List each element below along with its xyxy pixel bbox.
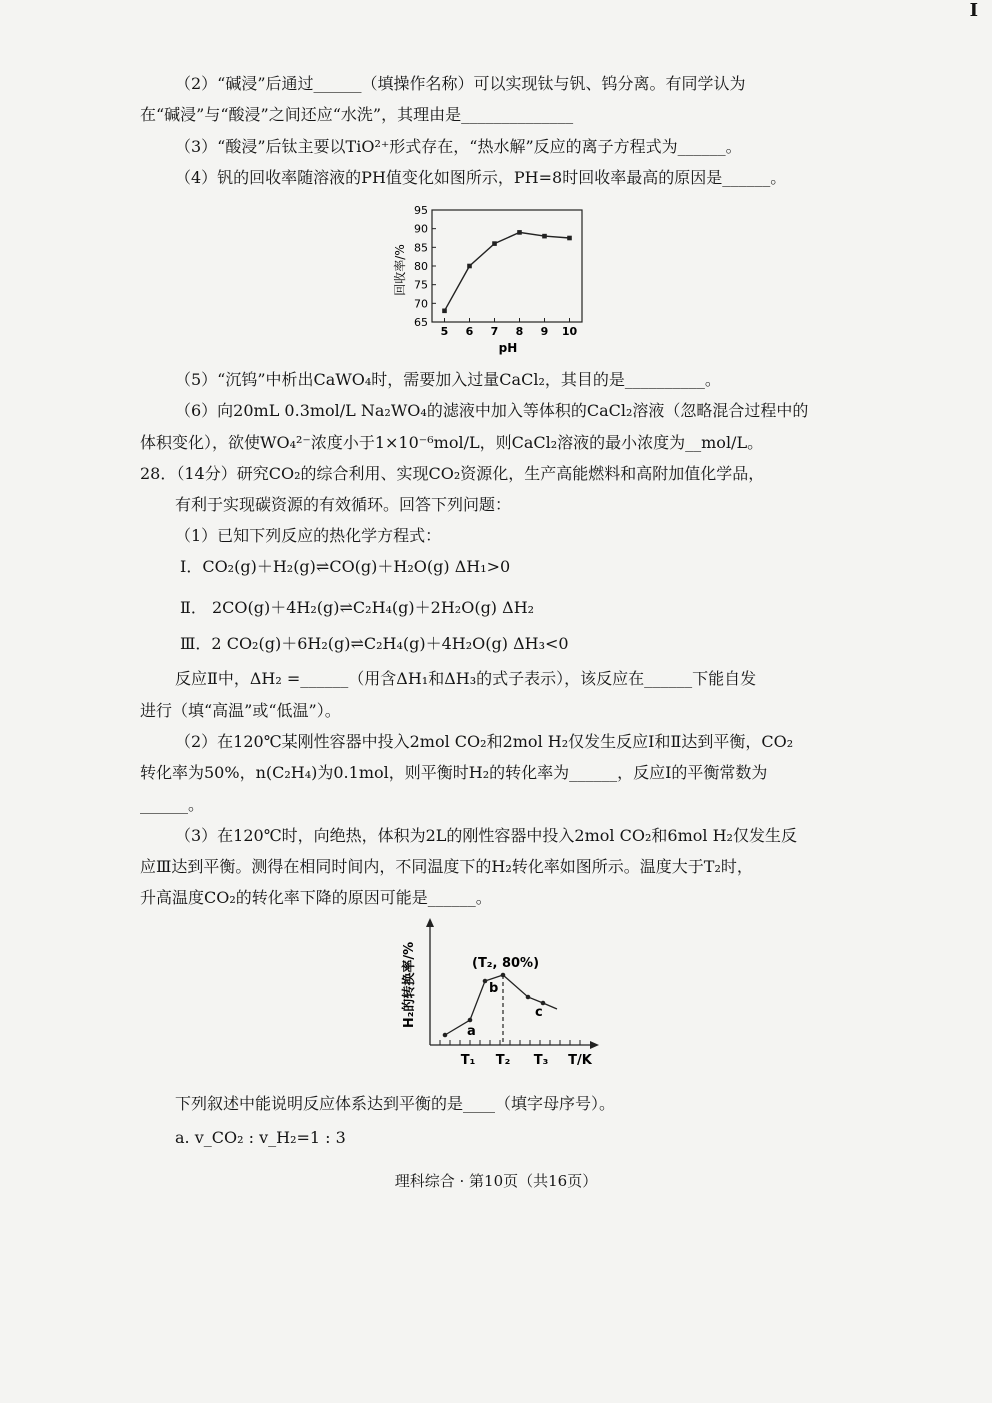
chart2-point-c-left: [526, 995, 531, 1000]
chart1-xtick-label-4: 9: [540, 325, 549, 338]
option-a: a. v_CO₂ : v_H₂=1 : 3: [175, 1128, 346, 1147]
chart2-label-c: c: [535, 1005, 543, 1020]
chart2-ylabel: H₂的转换率/%: [402, 941, 417, 1029]
chart1-ytick-label-6: 95: [414, 204, 428, 217]
chart2-point-start: [443, 1033, 448, 1038]
q28-2-line-3: ______。: [140, 795, 205, 814]
chart2-tick-label-T3: T₃: [533, 1053, 549, 1068]
q28-3-line-2: 应Ⅲ达到平衡。测得在相同时间内，不同温度下的H₂转化率如图所示。温度大于T₂时，: [140, 857, 753, 876]
chart1-xtick-label-2: 7: [490, 325, 499, 338]
chart1-ytick-label-5: 90: [414, 222, 428, 236]
chart1-point-5: [567, 236, 572, 241]
page-footer: 理科综合 · 第10页（共16页）: [394, 1172, 598, 1190]
chart2-label-a: a: [467, 1024, 476, 1039]
chart1-point-3: [517, 230, 522, 235]
h2-conversion-chart: [395, 915, 610, 1073]
recovery-ph-chart: [390, 200, 600, 365]
chart1-point-0: [442, 309, 447, 314]
q28-2-line-1: （2）在120℃某刚性容器中投入2mol CO₂和2mol H₂仅发生反应Ⅰ和Ⅱ达到平衡，CO₂: [175, 732, 794, 751]
page-marker: I: [969, 0, 978, 21]
chart2-point-peak: [501, 973, 506, 978]
chart1-xlabel: pH: [498, 341, 518, 355]
q28-line-1: 28．（14分）研究CO₂的综合利用、实现CO₂资源化，生产高能燃料和高附加值化学品，: [140, 464, 765, 483]
chart1-series-line: [445, 232, 570, 310]
reaction-1: Ⅰ．CO₂(g)＋H₂(g)⇌CO(g)＋H₂O(g) ΔH₁>0: [180, 557, 511, 576]
q28-1-answer-2: 进行（填“高温”或“低温”）。: [140, 701, 341, 720]
reaction-3: Ⅲ．2 CO₂(g)＋6H₂(g)⇌C₂H₄(g)＋4H₂O(g) ΔH₃<0: [180, 634, 569, 653]
q3-line: （3）“酸浸”后钛主要以TiO²⁺形式存在，“热水解”反应的离子方程式为______。: [175, 137, 742, 156]
chart1-xtick-label-3: 8: [515, 325, 524, 338]
q28-line-2: 有利于实现碳资源的有效循环。回答下列问题：: [175, 495, 512, 514]
q4-line: （4）钒的回收率随溶液的PH值变化如图所示，PH=8时回收率最高的原因是______。: [175, 168, 787, 187]
chart1-frame: [432, 210, 582, 322]
chart1-ytick-label-1: 70: [414, 297, 428, 311]
q28-1-line: （1）已知下列反应的热化学方程式：: [175, 526, 442, 545]
chart1-ytick-label-0: 65: [414, 316, 428, 329]
chart2-tick-label-T1: T₁: [460, 1053, 476, 1068]
chart2-xlabel: T/K: [568, 1053, 592, 1068]
chart2-annotation: (T₂, 80%): [472, 956, 540, 971]
chart2-point-a: [468, 1018, 473, 1023]
chart1-point-4: [542, 234, 547, 239]
q28-2-line-2: 转化率为50%，n(C₂H₄)为0.1mol，则平衡时H₂的转化率为______，反应Ⅰ的平衡常数为: [140, 763, 768, 782]
chart1-ytick-label-3: 80: [414, 260, 428, 273]
q2-line-2: 在“碱浸”与“酸浸”之间还应“水洗”，其理由是______________: [140, 105, 574, 124]
chart1-xtick-label-5: 10: [561, 325, 578, 338]
chart2-label-b: b: [489, 981, 499, 996]
reaction-2: Ⅱ． 2CO(g)＋4H₂(g)⇌C₂H₄(g)＋2H₂O(g) ΔH₂: [180, 598, 535, 617]
q28-3-line-4: 下列叙述中能说明反应体系达到平衡的是____（填字母序号）。: [175, 1094, 616, 1113]
chart1-xtick-label-0: 5: [440, 325, 449, 338]
chart2-x-arrow: [590, 1041, 599, 1049]
q28-3-line-1: （3）在120℃时，向绝热，体积为2L的刚性容器中投入2mol CO₂和6mol H₂仅发生反: [175, 826, 797, 845]
q28-1-answer-1: 反应Ⅱ中，ΔH₂ =______（用含ΔH₁和ΔH₃的式子表示），该反应在______下能自发: [175, 669, 757, 688]
chart2-tick-label-T2: T₂: [495, 1053, 511, 1068]
chart2-y-arrow: [426, 918, 434, 927]
chart1-point-1: [467, 264, 472, 269]
chart1-ylabel: 回收率/%: [393, 244, 407, 296]
chart1-xtick-label-1: 6: [465, 325, 474, 338]
chart1-ytick-label-2: 75: [414, 278, 428, 292]
q2-line-1: （2）“碱浸”后通过______（填操作名称）可以实现钛与钒、钨分离。有同学认为: [175, 74, 746, 93]
q5-line: （5）“沉钨”中析出CaWO₄时，需要加入过量CaCl₂，其目的是__________。: [175, 370, 721, 389]
chart1-point-2: [492, 241, 497, 246]
chart1-ytick-label-4: 85: [414, 241, 428, 255]
chart2-point-b: [483, 979, 488, 984]
q6-line-2: 体积变化），欲使WO₄²⁻浓度小于1×10⁻⁶mol/L，则CaCl₂溶液的最小浓度为__mol/L。: [140, 433, 764, 452]
q6-line-1: （6）向20mL 0.3mol/L Na₂WO₄的滤液中加入等体积的CaCl₂溶液（忽略混合过程中的: [175, 401, 809, 420]
q28-3-line-3: 升高温度CO₂的转化率下降的原因可能是______。: [140, 888, 492, 907]
